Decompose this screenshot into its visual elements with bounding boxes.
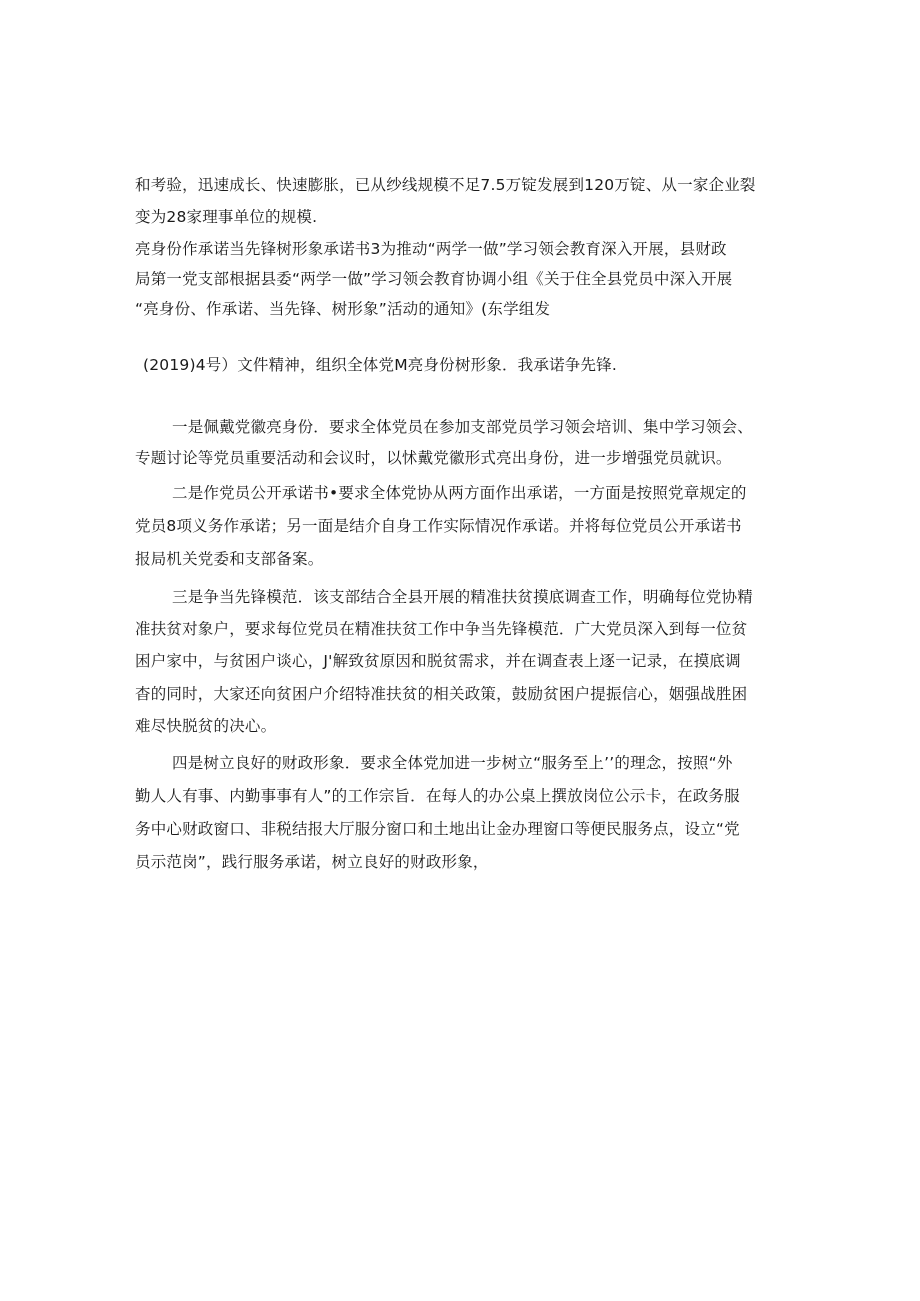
paragraph-4-line: 务中心财政窗口、非税结报大厅服分窗口和土地出让金办理窗口等便民服务点，设立“党 — [135, 820, 740, 838]
paragraph-4-line: 员示范岗”，践行服务承诺，树立良好的财政形象， — [135, 853, 489, 871]
paragraph-3-line: 三是争当先锋模范．该支部结合全县开展的精准扶贫摸底调查工作，明确每位党协精 — [172, 588, 753, 606]
paragraph-2-line: 党员8项义务作承诺；另一面是结介自身工作实际情况作承诺。并将每位党员公开承诺书 — [135, 517, 742, 535]
paragraph-3-line: 准扶贫对象户，要求每位党员在精准扶贫工作中争当先锋模范．广大党员深入到每一位贫 — [135, 620, 748, 638]
paragraph-3-line: 难尽快脱贫的决心。 — [135, 717, 277, 735]
text-line: “亮身份、作承诺、当先锋、树形象”活动的通知》(东学组发 — [135, 300, 551, 318]
paragraph-4-line: 四是树立良好的财政形象．要求全体党加进一步树立“服务至上’’的理念，按照“外 — [172, 754, 733, 772]
text-line: (2019)4号）文件精神，组织全体党M亮身份树形象．我承诺争先锋. — [143, 356, 618, 374]
paragraph-1-line: 专题讨论等党员重要活动和会议时，以怵戴党徽形式亮出身份，进一步增强党员就识。 — [135, 449, 732, 467]
paragraph-2-line: 二是作党员公开承诺书•要求全体党协从两方面作出承诺，一方面是按照党章规定的 — [172, 484, 747, 502]
text-line: 变为28家理事单位的规模. — [135, 208, 318, 226]
paragraph-3-line: 困户家中，与贫困户谈心，J'解致贫原因和脱贫需求，并在调查表上逐一记录，在摸底调 — [135, 652, 741, 670]
paragraph-4-line: 勤人人有事、内勤事事有人”的工作宗旨．在每人的办公桌上撰放岗位公示卡，在政务服 — [135, 787, 740, 805]
paragraph-3-line: 杳的同时，大家还向贫困户介绍特准扶贫的相关政策，鼓励贫困户提振信心，姻强战胜困 — [135, 685, 748, 703]
paragraph-2-line: 报局机关党委和支部备案。 — [135, 550, 324, 568]
text-line: 和考验，迅速成长、快速膨胀，已从纱线规模不足7.5万锭发展到120万锭、从一家企业裂 — [135, 176, 756, 194]
paragraph-1-line: 一是佩戴党徽亮身份．要求全体党员在参加支部党员学习领会培训、集中学习领会、 — [172, 418, 753, 436]
text-line: 亮身份作承诺当先锋树形象承诺书3为推动“两学一做”学习领会教育深入开展，县财政 — [135, 240, 727, 258]
text-line: 局第一党支部根据县委“两学一做”学习领会教育协调小组《关于住全县党员中深入开展 — [135, 270, 733, 288]
